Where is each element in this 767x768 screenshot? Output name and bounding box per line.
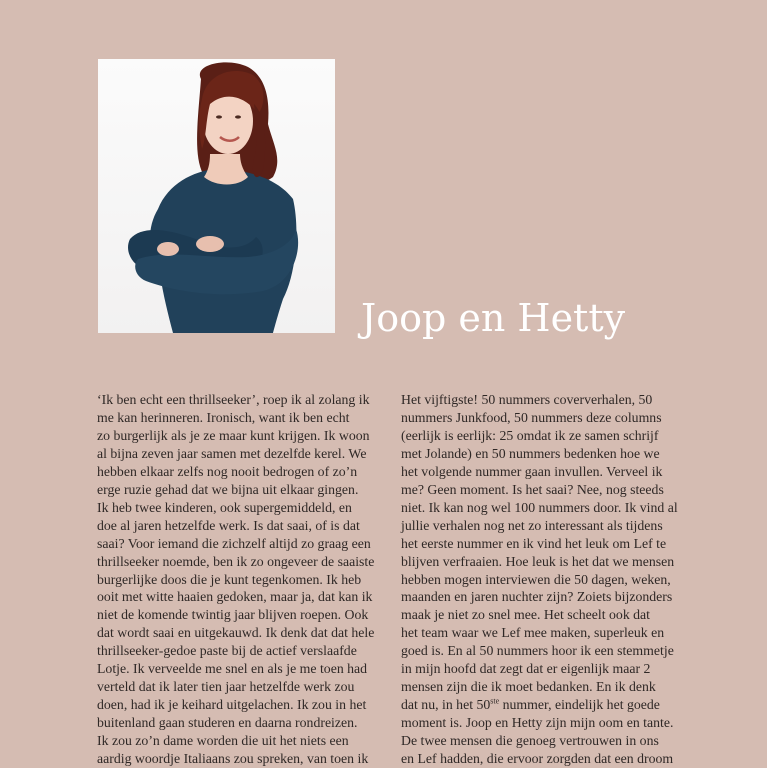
text-line: in mijn hoofd dat zegt dat er eigenlijk maar 2 (401, 661, 651, 677)
text-line: het team waar we Lef mee maken, superleuk en (401, 625, 665, 641)
woman-portrait-illustration (98, 59, 335, 333)
text-line: burgerlijke doos die je kunt tegenkomen. Ik heb (97, 571, 362, 587)
text-line: Lotje. Ik verveelde me snel en als je me toen had (97, 661, 368, 677)
text-line: doe al jaren hetzelfde werk. Is dat saai, of is dat (97, 517, 360, 533)
text-line: De twee mensen die genoeg vertrouwen in ons (401, 733, 659, 749)
article-title: Joop en Hetty (361, 296, 626, 340)
text-line: en Lef hadden, die ervoor zorgden dat een droom (401, 751, 674, 767)
text-line: dat wordt saai en uitgekauwd. Ik denk dat dat hele (97, 625, 375, 641)
text-line: maak je niet zo snel mee. Het scheelt ook dat (401, 607, 651, 623)
text-line: niet. Ik kan nog wel 100 nummers door. Ik vind al (401, 499, 678, 515)
text-line: nummers Junkfood, 50 nummers deze columns (401, 409, 662, 425)
text-line: aardig woordje Italiaans zou spreken, van toen ik (97, 751, 369, 767)
text-line: hebben elkaar zelfs nog nooit bedrogen of zo’n (97, 463, 358, 479)
text-segment: nummer, eindelijk het goede (499, 697, 660, 713)
text-line: het volgende nummer gaan invullen. Verveel ik (401, 463, 663, 479)
text-line: ooit met witte haaien gedoken, maar ja, dat kan ik (97, 589, 373, 605)
text-line: doen, had ik je keihard uitgelachen. Ik zou in het (97, 697, 367, 713)
text-line: het eerste nummer en ik vind het leuk om Lef te (401, 535, 667, 551)
text-line: me? Geen moment. Is het saai? Nee, nog steeds (401, 481, 664, 497)
text-line: mensen zijn die ik moet bedanken. En ik denk (401, 679, 656, 695)
text-line: thrillseeker noemde, ben ik zo ongeveer de saaiste (97, 553, 375, 569)
text-line: buitenland gaan studeren en daarna rondreizen. (97, 715, 358, 731)
text-segment: dat nu, in het 50 (401, 697, 491, 713)
portrait-photo (98, 59, 335, 333)
text-line: erge ruzie gehad dat we bijna uit elkaar gingen. (97, 481, 359, 497)
text-line: (eerlijk is eerlijk: 25 omdat ik ze samen schrijf (401, 427, 659, 443)
text-line: niet de komende twintig jaar blijven roepen. Ook (97, 607, 369, 623)
text-line: Het vijftigste! 50 nummers coververhalen, 50 (401, 392, 653, 407)
text-line (401, 696, 686, 714)
text-line: met Jolande) en 50 nummers bedenken hoe we (401, 445, 660, 461)
text-line: Ik heb twee kinderen, ook supergemiddeld, en (97, 499, 352, 515)
text-line: verteld dat ik later tien jaar hetzelfde werk zou (97, 679, 355, 695)
text-line: me kan herinneren. Ironisch, want ik ben echt (97, 409, 350, 425)
text-line: Ik zou zo’n dame worden die uit het niets een (97, 733, 349, 749)
text-line: ‘Ik ben echt een thrillseeker’, roep ik al zolang ik (97, 392, 370, 407)
text-line: al bijna zeven jaar samen met dezelfde kerel. We (97, 445, 367, 461)
text-line: thrillseeker-gedoe paste bij de actief verslaafde (97, 643, 357, 659)
text-line: moment is. Joop en Hetty zijn mijn oom en tante. (401, 715, 674, 731)
right-text-column (401, 391, 686, 768)
text-line: hebben mogen interviewen die 50 dagen, weken, (401, 571, 671, 587)
left-text-column (97, 391, 377, 768)
text-line: zo burgerlijk als je ze maar kunt krijgen. Ik woon (97, 427, 370, 443)
text-line: blijven verfraaien. Hoe leuk is het dat we mensen (401, 553, 675, 569)
ordinal-suffix: ste (490, 696, 500, 706)
text-line: goed is. En al 50 nummers hoor ik een stemmetje (401, 643, 674, 659)
text-line: jullie verhalen nog net zo interessant als tijdens (401, 517, 663, 533)
text-line: maanden en jaren nuchter zijn? Zoiets bijzonders (401, 589, 673, 605)
text-line: saai? Voor iemand die zichzelf altijd zo graag een (97, 535, 371, 551)
